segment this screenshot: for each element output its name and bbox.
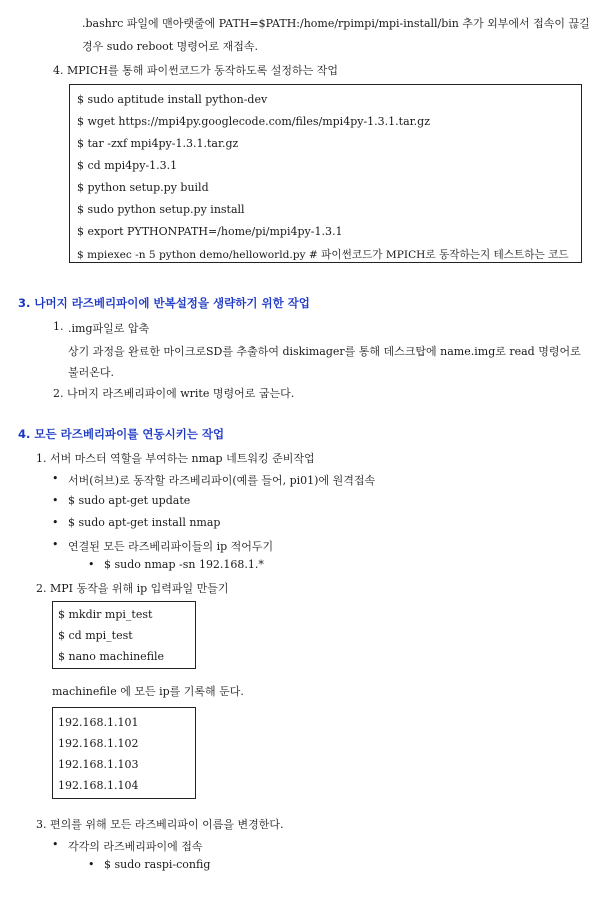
sub-list-item: $ sudo nmap -sn 192.168.1.* — [104, 558, 264, 571]
list-item: 서버(허브)로 동작할 라즈베리파이(예를 들어, pi01)에 원격접속 — [68, 474, 376, 487]
list-item: 각각의 라즈베리파이에 접속 — [68, 840, 203, 853]
bullet-icon: • — [52, 472, 59, 485]
code-line: $ export PYTHONPATH=/home/pi/mpi4py-1.3.1 — [77, 225, 343, 238]
section-3-item-1: .img파일로 압축 — [68, 322, 150, 335]
code-line: $ mkdir mpi_test — [58, 608, 153, 621]
code-line: $ wget https://mpi4py.googlecode.com/files/mpi4py-1.3.1.tar.gz — [77, 115, 431, 128]
bullet-icon: • — [52, 494, 59, 507]
code-line: $ sudo aptitude install python-dev — [77, 93, 268, 106]
section-4-item-1: 1. 서버 마스터 역할을 부여하는 nmap 네트워킹 준비작업 — [36, 452, 315, 465]
ip-list-box — [52, 707, 196, 799]
bullet-icon: • — [88, 558, 95, 571]
section-4-title: 4. 모든 라즈베리파이를 연동시키는 작업 — [18, 427, 225, 441]
code-line: $ cd mpi_test — [58, 629, 133, 642]
bullet-icon: • — [52, 838, 59, 851]
list-item: $ sudo apt-get update — [68, 494, 191, 507]
ip-address: 192.168.1.103 — [58, 758, 139, 771]
ip-address: 192.168.1.102 — [58, 737, 139, 750]
section-3-item-2: 2. 나머지 라즈베리파이에 write 명령어로 굽는다. — [53, 387, 295, 400]
section-3-item-1-desc-1: 상기 과정을 완료한 마이크로SD를 추출하여 diskimager를 통해 데스크탑에 name.img로 read 명령어로 — [68, 345, 581, 358]
section-3-item-1-num: 1. — [53, 320, 64, 333]
intro-line-2: 경우 sudo reboot 명령어로 재접속. — [82, 40, 258, 53]
intro-line-1: .bashrc 파일에 맨아랫줄에 PATH=$PATH:/home/rpimpi/mpi-install/bin 추가 외부에서 접속이 끊길 — [82, 17, 590, 30]
section-3-title: 3. 나머지 라즈베리파이에 반복설정을 생략하기 위한 작업 — [18, 296, 310, 310]
ip-address: 192.168.1.101 — [58, 716, 139, 729]
section-4-item-3: 3. 편의를 위해 모든 라즈베리파이 이름을 변경한다. — [36, 818, 284, 831]
code-line: $ mpiexec -n 5 python demo/helloworld.py # 파이썬코드가 MPICH로 동작하는지 테스트하는 코드 — [77, 249, 569, 261]
bullet-icon: • — [52, 538, 59, 551]
list-item: 연결된 모든 라즈베리파이들의 ip 적어두기 — [68, 540, 274, 553]
section-3-item-1-desc-2: 불러온다. — [68, 366, 115, 379]
machinefile-note: machinefile 에 모든 ip를 기록해 둔다. — [52, 685, 244, 698]
sub-list-item: $ sudo raspi-config — [104, 858, 211, 871]
code-line: $ cd mpi4py-1.3.1 — [77, 159, 178, 172]
code-line: $ python setup.py build — [77, 181, 209, 194]
code-line: $ nano machinefile — [58, 650, 165, 663]
code-line: $ tar -zxf mpi4py-1.3.1.tar.gz — [77, 137, 239, 150]
bullet-icon: • — [52, 516, 59, 529]
section-4-item-2: 2. MPI 동작을 위해 ip 입력파일 만들기 — [36, 582, 229, 595]
code-line: $ sudo python setup.py install — [77, 203, 245, 216]
ip-address: 192.168.1.104 — [58, 779, 139, 792]
item-4-label: 4. MPICH를 통해 파이썬코드가 동작하도록 설정하는 작업 — [53, 64, 339, 77]
list-item: $ sudo apt-get install nmap — [68, 516, 221, 529]
code-box-mpi4py — [69, 84, 582, 263]
bullet-icon: • — [88, 858, 95, 871]
code-box-mkdir — [52, 601, 196, 669]
